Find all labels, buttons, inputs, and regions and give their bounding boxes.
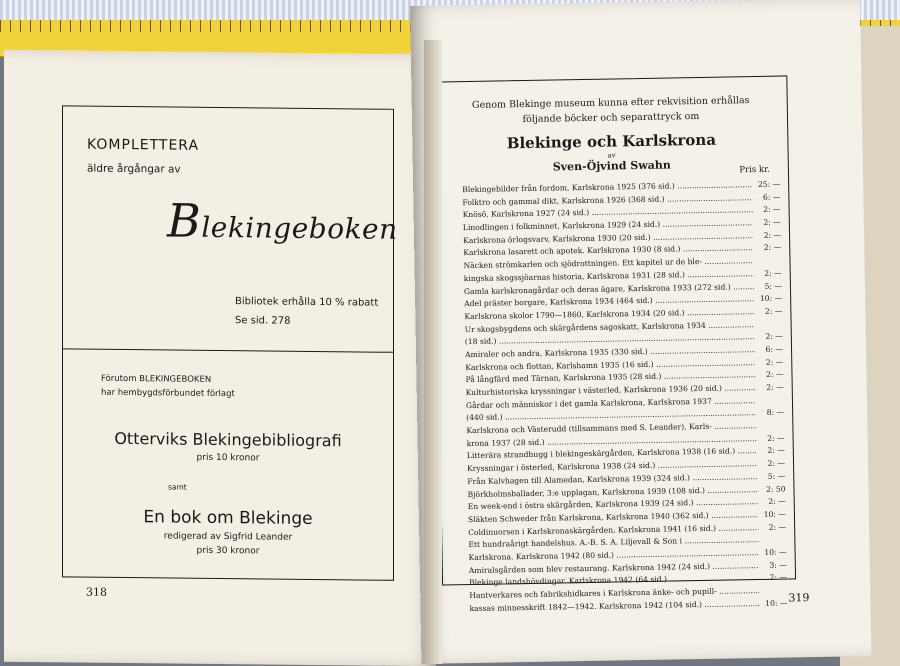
- publication-title: Amiralsgården som blev restaurang. Karlskrona 1942 (24 sid.) .....: [469, 560, 759, 578]
- intro-line-2: följande böcker och separattryck om: [435, 109, 787, 126]
- publication-title: Karlskrona örlogsvarv, Karlskrona 1930 (20 sid.) .....: [463, 230, 753, 248]
- publication-title: En week-end i östra skärgården, Karlskrona 1939 (24 sid.) .....: [468, 496, 758, 514]
- publication-title: Coldinuorsen i Karlskronaskärgården, Karlskrona 1941 (16 sid.) .....: [468, 522, 758, 540]
- ad-heading: KOMPLETTERA: [87, 137, 199, 154]
- discount-text: Bibliotek erhålla 10 % rabatt: [235, 296, 378, 309]
- publication-price: 2: —: [756, 382, 784, 395]
- publication-price: 6: —: [752, 191, 780, 204]
- publication-title: Amiraler och andra, Karlskrona 1935 (330 sid.) .....: [465, 344, 755, 362]
- publication-price: 2: —: [755, 356, 783, 369]
- author-name: Sven-Öjvind Swahn: [436, 156, 788, 175]
- publication-title: Linodlingen i folkminnet, Karlskrona 1929 (24 sid.) .....: [463, 217, 753, 235]
- publisher-line-2: har hembygdsförbundet förlagt: [101, 388, 235, 399]
- publication-price: 2: —: [753, 229, 781, 242]
- publication-title: Karlskrona lasarett och apotek. Karlskrona 1930 (8 sid.) .....: [463, 242, 753, 260]
- publication-list: [462, 179, 787, 616]
- publication-title: Gamla karlskronagårdar och deras ägare, Karlskrona 1933 (272 sid.) .....: [464, 281, 754, 299]
- advertisement-top-panel: [63, 106, 393, 352]
- publication-title: Karlskrona. Karlskrona 1942 (80 sid.) .....: [469, 547, 759, 565]
- publication-title: Karlskrona skolor 1790—1860, Karlskrona 1934 (20 sid.) .....: [464, 306, 754, 324]
- publication-title: Adel präster borgare, Karlskrona 1934 (464 sid.) .....: [464, 293, 754, 311]
- intro-line-1: Genom Blekinge museum kunna efter rekvisition erhållas: [435, 94, 787, 111]
- publication-price: 5: —: [754, 280, 782, 293]
- left-page: [4, 50, 436, 666]
- publication-list-box: [433, 75, 796, 585]
- publication-title: Kulturhistoriska kryssningar i västerled, Karlskrona 1936 (20 sid.) .....: [466, 382, 756, 400]
- publication-price: 2: —: [757, 445, 785, 458]
- book-title-en-bok: En bok om Blekinge: [63, 506, 393, 529]
- publication-price: 10: —: [758, 546, 786, 559]
- publication-title: kingska skogssjöarnas historia, Karlskrona 1931 (28 sid.) .....: [464, 268, 754, 286]
- publication-price: 2: —: [759, 572, 787, 585]
- list-title: Blekinge och Karlskrona: [435, 129, 787, 153]
- publication-price: 10: —: [759, 597, 787, 610]
- publication-title: På långfärd med Tärnan, Karlskrona 1935 (28 sid.) .....: [465, 369, 755, 387]
- publication-price: 2: —: [758, 496, 786, 509]
- publication-title: kassas minnesskrift 1842—1942. Karlskrona 1942 (104 sid.) .....: [469, 598, 759, 616]
- publication-title: Karlskrona och Västerudd (tillsammans med S. Leander), Karls- .....: [466, 420, 756, 438]
- conjunction-text: samt: [168, 482, 187, 491]
- publication-title: (18 sid.) .....: [465, 331, 755, 349]
- book-spine: [424, 40, 442, 664]
- blekingeboken-logo: Blekingeboken: [167, 193, 398, 249]
- book-editor: redigerad av Sigfrid Leander: [63, 530, 393, 543]
- publication-title: (440 sid.) .....: [466, 407, 756, 425]
- publication-price: 2: —: [754, 305, 782, 318]
- publication-title: Knösö, Karlskrona 1927 (24 sid.) .....: [463, 204, 753, 222]
- publisher-line-1: Förutom BLEKINGEBOKEN: [101, 374, 211, 385]
- page-number-right: 319: [788, 591, 809, 604]
- publication-title: Kryssningar i österled, Karlskrona 1938 (24 sid.) .....: [467, 458, 757, 476]
- publication-price: 25: —: [752, 179, 780, 192]
- advertisement-box: [62, 105, 394, 580]
- publication-title: krona 1937 (28 sid.) .....: [467, 433, 757, 451]
- publication-price: 2: —: [755, 331, 783, 344]
- book-title-bibliografi: Otterviks Blekingebibliografi: [63, 428, 393, 450]
- publication-price: 2: —: [758, 521, 786, 534]
- publication-price: 2: —: [755, 369, 783, 382]
- publication-title: Ett hundraårigt handelshus. A.-B. S. A. Liljevall & Son i .....: [468, 534, 758, 552]
- publication-title: Folktro och gammal dikt, Karlskrona 1926 (368 sid.) .....: [462, 192, 752, 210]
- publication-title: Från Kalvhagen till Alamedan, Karlskrona 1939 (324 sid.) .....: [467, 471, 757, 489]
- publication-title: Släkten Schweder från Karlskrona, Karlskrona 1940 (362 sid.) .....: [468, 509, 758, 527]
- publication-price: 2: —: [753, 217, 781, 230]
- publication-price: 2: —: [754, 267, 782, 280]
- publication-title: Karlskrona och flottan, Karlshamn 1935 (16 sid.) .....: [465, 357, 755, 375]
- publication-title: Hantverkares och fabrikshidkares i Karlskrona änke- och pupill- .....: [469, 585, 759, 603]
- ad-subheading: äldre årgångar av: [87, 163, 181, 176]
- right-page: [410, 0, 871, 664]
- book-price-bibliografi: pris 10 kronor: [63, 451, 393, 464]
- publication-price: 10: —: [758, 508, 786, 521]
- publication-title: Blekingebilder från fordom, Karlskrona 1925 (376 sid.) .....: [462, 179, 752, 197]
- page-number-left: 318: [86, 586, 107, 599]
- publication-title: Litterära strandhugg i blekingeskärgården, Karlskrona 1938 (16 sid.) .....: [467, 445, 757, 463]
- publication-title: Gårdar och människor i det gamla Karlskrona, Karlskrona 1937 .....: [466, 395, 756, 413]
- publication-title: Blekinge landshövdingar. Karlskrona 1942 (64 sid.) .....: [469, 572, 759, 590]
- price-column-header: Pris kr.: [739, 165, 770, 176]
- publication-price: 6: —: [755, 343, 783, 356]
- by-text: av: [436, 148, 788, 162]
- publication-price: 2: —: [757, 458, 785, 471]
- book-price-en-bok: pris 30 kronor: [63, 544, 393, 557]
- publication-price: 10: —: [754, 293, 782, 306]
- publication-price: 2: 50: [757, 483, 785, 496]
- see-page-text: Se sid. 278: [235, 315, 290, 327]
- publication-price: 8: —: [756, 407, 784, 420]
- publication-title: Näcken strömkarlen och sjödrottningen. Ett kapitel ur de ble- .....: [463, 255, 753, 273]
- publication-price: 2: —: [753, 242, 781, 255]
- publication-price: 2: —: [757, 432, 785, 445]
- publication-title: Björkholmsballader, 3:e upplagan, Karlskrona 1939 (108 sid.) .....: [467, 484, 757, 502]
- publication-title: Ur skogsbygdens och skärgårdens sagoskatt, Karlskrona 1934 .....: [465, 319, 755, 337]
- publication-price: 3: —: [759, 559, 787, 572]
- publication-price: 5: —: [757, 470, 785, 483]
- publication-price: 2: —: [753, 204, 781, 217]
